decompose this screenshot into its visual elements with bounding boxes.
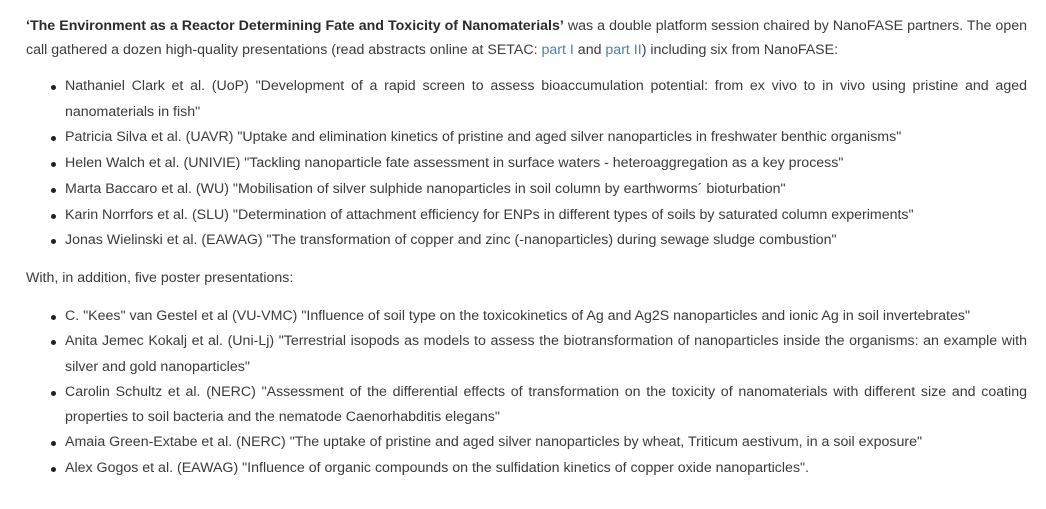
bullet-icon [51,136,56,141]
list-item-text: Amaia Green-Extabe et al. (NERC) "The uptake of pristine and aged silver nanoparticles by wheat, Triticum aestivum, in a soil exposure" [65,434,922,451]
intro-text-3: ) including six from NanoFASE: [641,42,839,58]
list-item-text: Anita Jemec Kokalj et al. (Uni-Lj) "Terrestrial isopods as models to assess the biotransformation of nanoparticles inside the organisms: an example with silver and gold nanoparticles" [65,333,1027,375]
list-item [65,304,1027,329]
intro-paragraph [26,14,1027,62]
link-part-2[interactable]: part II [605,42,642,58]
session-title: ‘The Environment as a Reactor Determining Fate and Toxicity of Nanomaterials’ [26,18,564,34]
list-item [65,203,1027,229]
bullet-icon [51,85,56,90]
list-item [65,151,1027,177]
list-item-text: Jonas Wielinski et al. (EAWAG) "The transformation of copper and zinc (-nanoparticles) during sewage sludge combustion" [65,232,837,249]
list-item-text: Alex Gogos et al. (EAWAG) "Influence of organic compounds on the sulfidation kinetics of copper oxide nanoparticles". [65,459,810,476]
list-item [65,74,1027,125]
bullet-icon [51,315,56,320]
list-item-text: Marta Baccaro et al. (WU) "Mobilisation of silver sulphide nanoparticles in soil column by earthworms´ bioturbation" [65,180,786,197]
intro-text-2: and [573,42,606,58]
bullet-icon [51,188,56,193]
list-item-text: Nathaniel Clark et al. (UoP) "Development of a rapid screen to assess bioaccumulation potential: from ex vivo to in vivo using pristine and aged nanomaterials in fish" [65,78,1027,120]
bullet-icon [51,214,56,219]
link-part-1[interactable]: part I [541,42,574,58]
list-item [65,329,1027,380]
list-item [65,177,1027,203]
list-item-text: Patricia Silva et al. (UAVR) "Uptake and elimination kinetics of pristine and aged silver nanoparticles in freshwater benthic organisms" [65,129,902,146]
list-item-text: Carolin Schultz et al. (NERC) "Assessment of the differential effects of transformation on the toxicity of nanomaterials with different size and coating properties to soil bacteria and the nematode Caenorhabditis elegans" [65,383,1027,426]
list-item-text: Helen Walch et al. (UNIVIE) "Tackling nanoparticle fate assessment in surface waters - heteroaggregation as a key process" [65,155,844,172]
list-item-text: Karin Norrfors et al. (SLU) "Determination of attachment efficiency for ENPs in different types of soils by saturated column experiments" [65,206,914,223]
list-item [65,125,1027,151]
list-item [65,228,1027,254]
bullet-icon [51,391,56,396]
platform-talks-list [26,74,1027,254]
list-item [65,380,1027,431]
bullet-icon [51,467,56,472]
list-item [65,456,1027,481]
posters-intro: With, in addition, five poster presentations: [26,269,294,286]
bullet-icon [51,340,56,345]
intro-text-1: was a double platform session chaired by NanoFASE partners. The open call gathered a dozen high-quality presentations (read abstracts online at SETAC: [26,18,1027,58]
bullet-icon [51,162,56,167]
bullet-icon [51,441,56,446]
list-item [65,430,1027,455]
bullet-icon [51,239,56,244]
posters-list [26,304,1027,481]
list-item-text: C. "Kees" van Gestel et al (VU-VMC) "Influence of soil type on the toxicokinetics of Ag and Ag2S nanoparticles and ionic Ag in soil invertebrates" [65,307,970,324]
